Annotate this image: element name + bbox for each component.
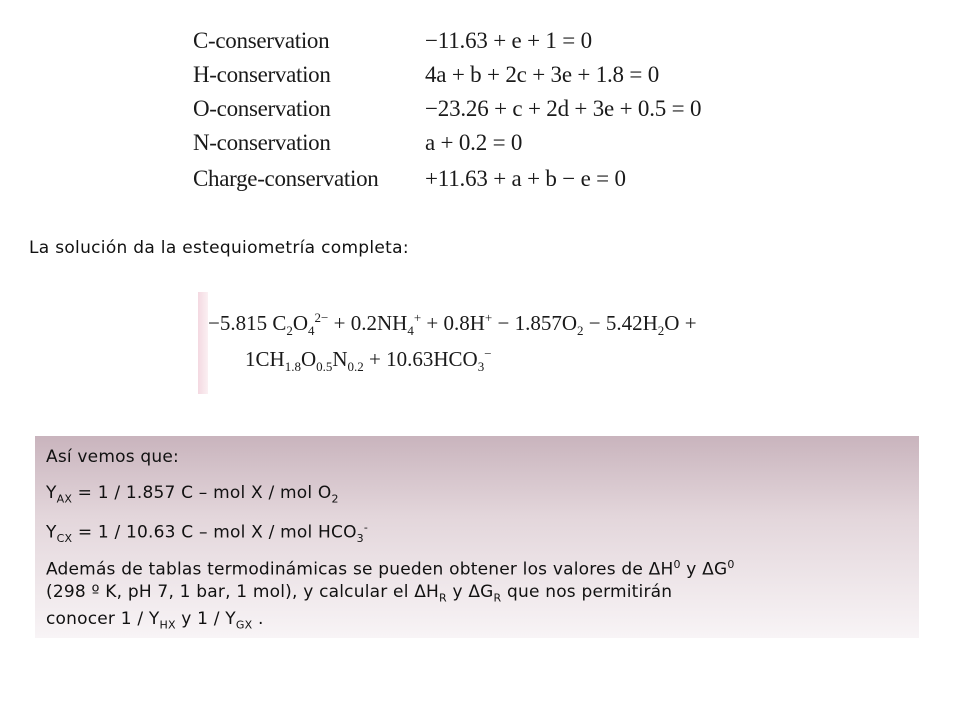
- thermo-line-2: [46, 581, 672, 609]
- conservation-equation: a + 0.2 = 0: [425, 130, 523, 155]
- conservation-label: Charge-conservation: [193, 166, 379, 191]
- yield-subscript: 2: [331, 492, 339, 506]
- conservation-label: N-conservation: [193, 130, 331, 155]
- conservation-label: H-conservation: [193, 62, 331, 87]
- eq-subscript: 2: [657, 323, 665, 339]
- eq-term: O: [300, 347, 317, 371]
- yield-subscript: CX: [56, 532, 73, 546]
- eq-term: − 5.42H: [583, 311, 658, 335]
- yield-text: = 1 / 1.857 C – mol X / mol O: [72, 483, 332, 503]
- eq-subscript: 0.2: [347, 359, 364, 375]
- conservation-equation: 4a + b + 2c + 3e + 1.8 = 0: [425, 62, 660, 87]
- conservation-row-c: [185, 28, 705, 62]
- eq-term: + 10.63HCO: [363, 347, 478, 371]
- thermo-subscript: R: [439, 591, 447, 605]
- yield-subscript: AX: [56, 492, 73, 506]
- conservation-equation: −11.63 + e + 1 = 0: [425, 28, 592, 53]
- thermo-text: .: [252, 609, 264, 629]
- thermo-subscript: GX: [235, 618, 253, 632]
- eq-subscript: 4: [407, 323, 414, 339]
- thermo-text: conocer 1 / Y: [46, 609, 160, 629]
- eq-term: −5.815 C: [208, 311, 287, 335]
- eq-term: N: [332, 347, 348, 371]
- conservation-row-h: [185, 62, 705, 96]
- eq-term: + 0.2NH: [328, 311, 408, 335]
- conservation-equation: −23.26 + c + 2d + 3e + 0.5 = 0: [425, 96, 702, 121]
- thermo-line-3: [46, 608, 264, 636]
- eq-superscript: 2−: [314, 310, 329, 325]
- eq-subscript: 2: [577, 323, 584, 339]
- stoichiometry-equation: [198, 292, 708, 394]
- thermo-subscript: HX: [159, 618, 176, 632]
- eq-superscript: +: [484, 310, 493, 325]
- image-edge: [198, 292, 208, 394]
- eq-superscript: +: [413, 310, 422, 325]
- summary-box: [35, 436, 919, 638]
- eq-subscript: 1.8: [284, 359, 301, 375]
- eq-superscript: −: [484, 346, 492, 361]
- conservation-label: C-conservation: [193, 28, 330, 53]
- conservation-equation: +11.63 + a + b − e = 0: [425, 166, 626, 191]
- thermo-text: que nos permitirán: [501, 582, 673, 602]
- eq-subscript: 4: [308, 323, 315, 339]
- thermo-superscript: 0: [673, 558, 681, 571]
- conservation-row-charge: [185, 166, 705, 200]
- yield-cx-line: [46, 517, 368, 550]
- conservation-row-n: [185, 130, 705, 164]
- stoichiometry-line-2: [245, 346, 492, 375]
- eq-subscript: 0.5: [316, 359, 333, 375]
- thermo-text: (298 º K, pH 7, 1 bar, 1 mol), y calcular el ΔH: [46, 582, 440, 602]
- yield-symbol: Y: [46, 483, 57, 503]
- thermo-text: Además de tablas termodinámicas se pueden obtener los valores de ΔH: [46, 559, 674, 580]
- stoichiometry-line-1: [208, 310, 697, 339]
- thermo-line-1: [46, 554, 735, 581]
- eq-subscript: 2: [286, 323, 293, 339]
- conservation-equations: [185, 28, 705, 204]
- thermo-text: y ΔG: [680, 559, 728, 580]
- thermo-subscript: R: [493, 591, 502, 605]
- yield-superscript: -: [363, 521, 369, 534]
- eq-term: + 0.8H: [421, 311, 485, 335]
- thermo-text: y ΔG: [446, 582, 494, 602]
- solution-intro-text: La solución da la estequiometría completa:: [29, 238, 409, 258]
- yield-text: = 1 / 10.63 C – mol X / mol HCO: [72, 522, 357, 543]
- eq-term: O +: [664, 311, 697, 335]
- yield-subscript: 3: [356, 532, 364, 546]
- thermo-superscript: 0: [727, 558, 735, 571]
- eq-term: O: [292, 311, 309, 335]
- eq-term: − 1.857O: [492, 311, 578, 335]
- conservation-label: O-conservation: [193, 96, 331, 121]
- conservation-row-o: [185, 96, 705, 130]
- yield-ax-line: [46, 482, 339, 510]
- yield-symbol: Y: [46, 522, 57, 543]
- eq-subscript: 3: [477, 359, 485, 375]
- thermo-text: y 1 / Y: [175, 609, 236, 629]
- summary-intro: Así vemos que:: [46, 447, 179, 467]
- eq-term: 1CH: [245, 347, 285, 371]
